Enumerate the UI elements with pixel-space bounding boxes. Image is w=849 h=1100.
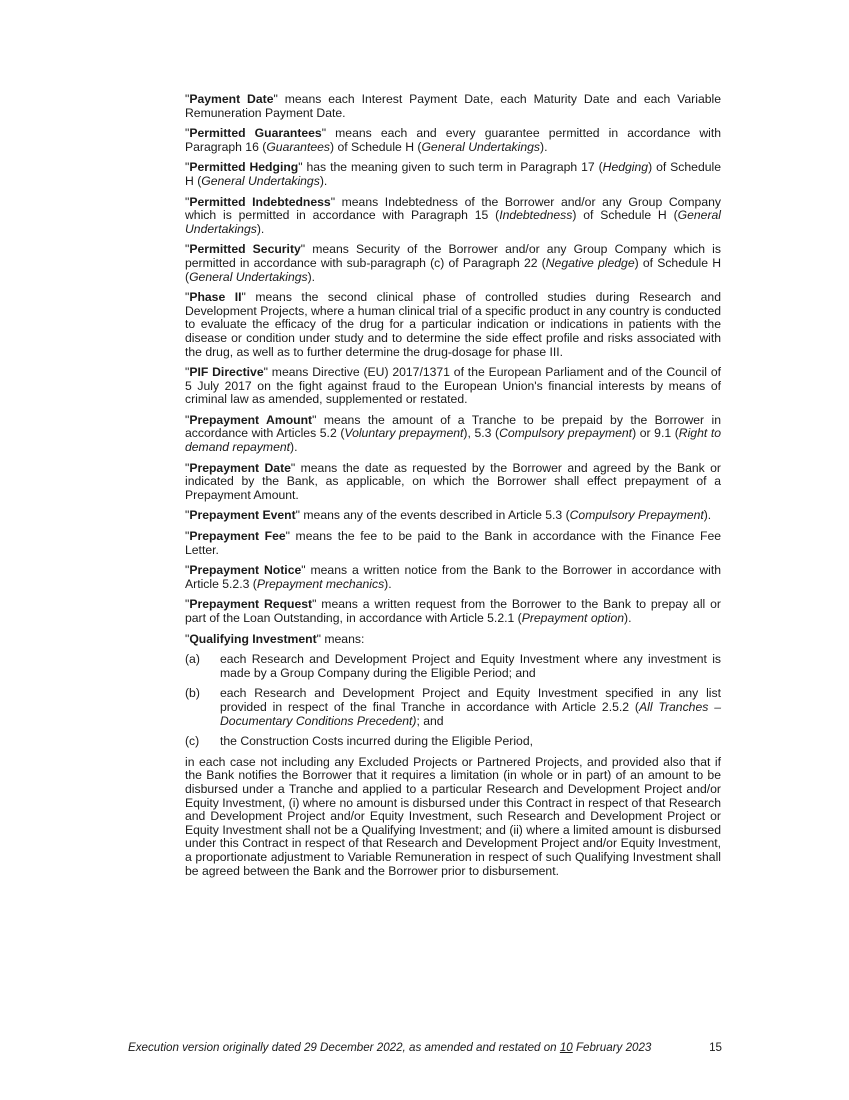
defined-term: Prepayment Event [189, 508, 296, 523]
italic-text: General Undertakings [185, 208, 721, 236]
definition-entry: "Prepayment Request" means a written request from the Borrower to the Bank to prepay all or part of the Loan Outstanding, in accordance with Article 5.2.1 (Prepayment option). [185, 597, 721, 625]
defined-term: PIF Directive [189, 365, 264, 380]
definition-entry: "PIF Directive" means Directive (EU) 2017/1371 of the European Parliament and of the Council of 5 July 2017 on the fight against fraud to the European Union's financial interests by means of criminal law as amended, supplemented or restated. [185, 365, 721, 407]
footer-suffix: February 2023 [572, 1041, 652, 1054]
closing-paragraph: in each case not including any Excluded Projects or Partnered Projects, and provided also that if the Bank notifies the Borrower that it requires a limitation (in whole or in part) of an amount to be disbursed under a Tranche and applied to a particular Research and Development Project and/or Equity Investment, (i) where no amount is disbursed under this Contract in respect of that Research and Development Project and/or Equity Investment, such Research and Development Project or Equity Investment shall not be a Qualifying Investment; and (ii) where a limited amount is disbursed under this Contract in respect of that Research and Development Project and/or Equity Investment, a proportionate adjustment to Variable Remuneration in respect of such Qualifying Investment shall be agreed between the Bank and the Borrower prior to disbursement. [185, 754, 721, 878]
definition-entry: "Prepayment Notice" means a written notice from the Bank to the Borrower in accordance with Article 5.2.3 (Prepayment mechanics). [185, 563, 722, 591]
italic-text: All Tranches – Documentary Conditions Precedent) [220, 699, 721, 728]
body-text: ). [384, 576, 392, 591]
body-text: means Directive (EU) 2017/1371 of the European Parliament and of the Council of 5 July 2017 on the fight against fraud to the European Union's financial interests by means of criminal law as amended, supplemented or restated. [185, 365, 721, 407]
body-text: has the meaning given to such term in Paragraph 17 ( [302, 160, 603, 175]
italic-text: Guarantees [266, 139, 330, 154]
definition-entry: "Prepayment Amount" means the amount of a Tranche to be prepaid by the Borrower in accordance with Articles 5.2 (Voluntary prepayment), 5.3 (Compulsory prepayment) or 9.1 (Right to demand repayment). [185, 412, 722, 455]
page-footer [128, 1041, 722, 1054]
italic-text: Hedging [602, 160, 649, 175]
italic-text: General Undertakings [189, 269, 308, 284]
footer-day: 10 [559, 1041, 573, 1054]
italic-text: General Undertakings [201, 173, 320, 188]
footer-prefix: Execution version originally dated 29 December 2022, as amended and restated on [128, 1041, 560, 1054]
italic-text: Compulsory prepayment [499, 426, 633, 441]
body-text: ). [290, 440, 298, 455]
italic-text: Prepayment mechanics [256, 576, 385, 591]
definition-entry: "Permitted Indebtedness" means Indebtedness of the Borrower and/or any Group Company which is permitted in accordance with Paragraph 15 (Indebtedness) of Schedule H (General Undertakings). [185, 194, 721, 236]
body-text: means each and every guarantee permitted in accordance with Paragraph 16 ( [185, 126, 721, 154]
body-text: the Construction Costs incurred during the Eligible Period, [220, 734, 533, 749]
defined-term: Prepayment Request [189, 597, 313, 612]
definition-entry: "Prepayment Fee" means the fee to be paid to the Bank in accordance with the Finance Fee Letter. [185, 529, 722, 557]
italic-text: Right to demand repayment [185, 426, 722, 455]
body-text: ). [319, 173, 328, 188]
definition-entry: "Payment Date" means each Interest Payment Date, each Maturity Date and each Variable Remuneration Payment Date. [185, 92, 721, 120]
italic-text: Voluntary prepayment [344, 426, 464, 441]
body-text: ) of Schedule H ( [572, 208, 678, 223]
defined-term: Permitted Guarantees [189, 126, 322, 141]
body-text: ). [540, 139, 548, 154]
list-item-label: (a) [185, 652, 200, 667]
defined-term: Phase II [189, 290, 242, 305]
body-text: each Research and Development Project and Equity Investment specified in any list provided in respect of the final Tranche in accordance with Article 2.5.2 ( [220, 686, 721, 714]
definition-entry: "Qualifying Investment" means: [185, 631, 365, 646]
qualifying-items-list [185, 653, 721, 749]
defined-term: Prepayment Fee [189, 529, 286, 544]
body-text: means the fee to be paid to the Bank in accordance with the Finance Fee Letter. [185, 529, 722, 557]
definition-entry: "Permitted Security" means Security of the Borrower and/or any Group Company which is permitted in accordance with sub-paragraph (c) of Paragraph 22 (Negative pledge) of Schedule H (General Undertakings). [185, 242, 721, 284]
body-text: each Research and Development Project and Equity Investment where any investment is made by a Group Company during the Eligible Period; and [220, 652, 721, 680]
body-text: means Indebtedness of the Borrower and/or any Group Company which is permitted in accordance with Paragraph 15 ( [185, 194, 721, 223]
defined-term: Prepayment Notice [189, 563, 302, 578]
body-text: ). [307, 269, 316, 284]
body-text: means a written notice from the Bank to the Borrower in accordance with Article 5.2.3 ( [185, 563, 722, 591]
definition-entry: "Prepayment Event" means any of the events described in Article 5.3 (Compulsory Prepayment). [185, 508, 712, 523]
page-number: 15 [709, 1041, 722, 1054]
body-text: means any of the events described in Article 5.3 ( [300, 508, 570, 523]
body-text: means the amount of a Tranche to be prepaid by the Borrower in accordance with Articles 5.2 ( [185, 412, 722, 441]
list-item [185, 735, 721, 749]
defined-term: Prepayment Date [189, 460, 291, 475]
body-text: means each Interest Payment Date, each Maturity Date and each Variable Remuneration Payment Date. [185, 92, 721, 120]
body-text: ) or 9.1 ( [632, 426, 679, 441]
defined-term: Prepayment Amount [189, 412, 313, 427]
definitions-list [185, 93, 721, 646]
body-text: means a written request from the Borrower to the Bank to prepay all or part of the Loan Outstanding, in accordance with Article 5.2.1 ( [185, 597, 721, 625]
italic-text: Negative pledge [545, 255, 635, 270]
definition-entry: "Prepayment Date" means the date as requested by the Borrower and agreed by the Bank or indicated by the Bank, as applicable, on which the Borrower shall effect prepayment of a Prepayment Amount. [185, 460, 721, 502]
body-text: ), 5.3 ( [463, 426, 500, 441]
italic-text: Compulsory Prepayment [569, 508, 704, 523]
defined-term: Permitted Security [189, 242, 301, 257]
defined-term: Permitted Hedging [189, 160, 299, 175]
body-text: means the date as requested by the Borrower and agreed by the Bank or indicated by the Bank, as applicable, on which the Borrower shall effect prepayment of a Prepayment Amount. [185, 460, 721, 502]
list-item-label: (b) [185, 686, 200, 701]
document-body [185, 93, 721, 885]
list-item-label: (c) [185, 734, 200, 749]
body-text: ). [624, 611, 632, 625]
list-item [185, 687, 721, 728]
definition-entry: "Phase II" means the second clinical phase of controlled studies during Research and Development Projects, where a human clinical trial of a specific product in any country is conducted to evaluate the efficacy of the drug for a particular indication or indications in patients with the disease or condition under study and to determine the side effect profile and risks associated with the drug, as well as to further determine the drug-dosage for phase III. [185, 290, 721, 359]
body-text: ) of Schedule H ( [185, 255, 721, 284]
definition-entry: "Permitted Guarantees" means each and every guarantee permitted in accordance with Paragraph 16 (Guarantees) of Schedule H (General Undertakings). [185, 126, 721, 154]
italic-text: Indebtedness [499, 208, 573, 223]
defined-term: Payment Date [189, 92, 274, 106]
defined-term: Qualifying Investment [189, 631, 317, 646]
body-text: means the second clinical phase of controlled studies during Research and Development Projects, where a human clinical trial of a specific product in any country is conducted to evaluate the efficacy of the drug for a particular indication or indications in patients with the disease or condition under study and to determine the side effect profile and risks associated with the drug, as well as to further determine the drug-dosage for phase III. [185, 290, 721, 359]
body-text: ) of Schedule H ( [330, 139, 422, 154]
italic-text: Prepayment option [521, 611, 625, 625]
italic-text: General Undertakings [421, 139, 541, 154]
body-text: means: [320, 631, 365, 646]
body-text: means Security of the Borrower and/or any Group Company which is permitted in accordance with sub-paragraph (c) of Paragraph 22 ( [185, 242, 721, 270]
defined-term: Permitted Indebtedness [189, 194, 331, 209]
body-text: ). [256, 221, 265, 236]
list-item [185, 653, 721, 680]
definition-entry: "Permitted Hedging" has the meaning given to such term in Paragraph 17 (Hedging) of Schedule H (General Undertakings). [185, 160, 721, 188]
body-text: ). [703, 508, 712, 523]
body-text: ) of Schedule H ( [185, 160, 721, 188]
body-text: ; and [416, 713, 444, 728]
